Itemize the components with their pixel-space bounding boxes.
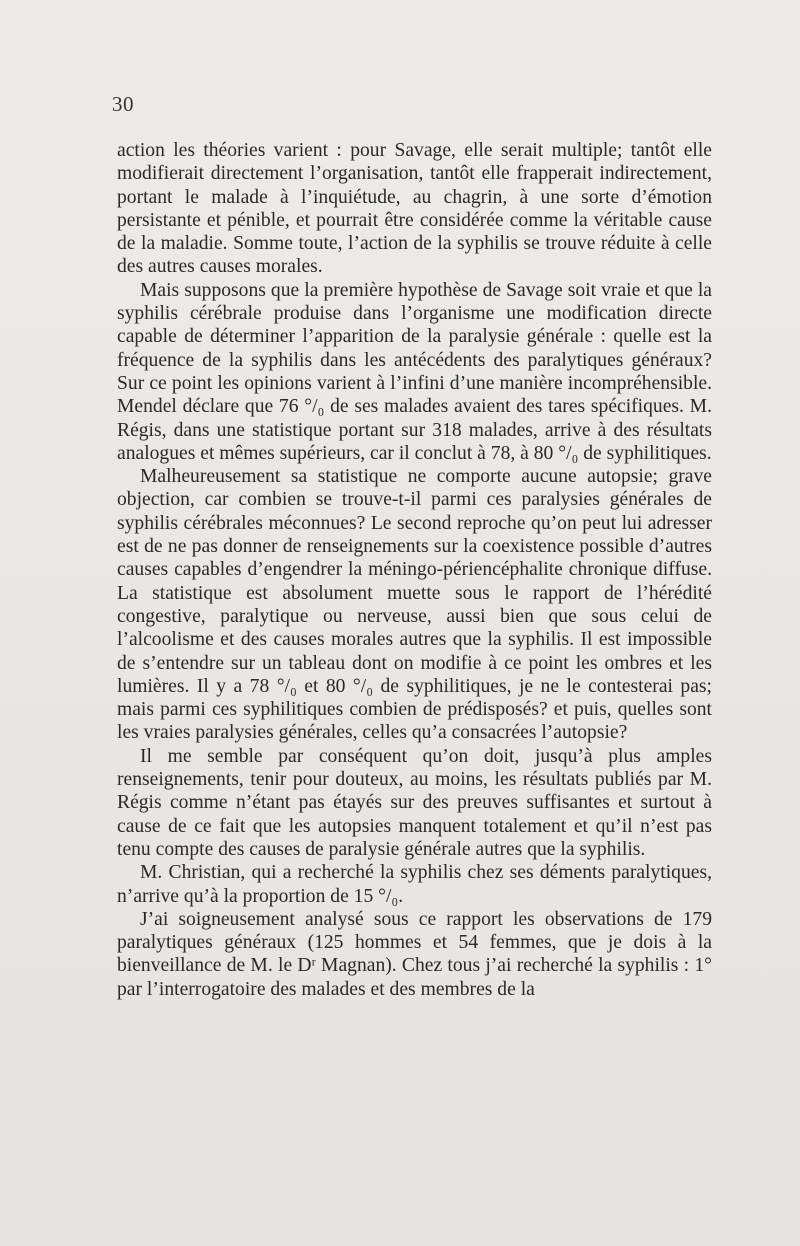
paragraph: M. Christian, qui a recherché la syphilis chez ses déments paralytiques, n’arrive qu’à la proportion de 15 °/₀. <box>117 862 712 907</box>
paragraph: action les théories varient : pour Savage, elle serait multiple; tantôt elle modifierait directement l’organisation, tantôt elle frapperait indirectement, portant le malade à l’inquiétude, au chagrin, à une sorte d’émotion persistante et pénible, et pourrait être considérée comme la véritable cause de la maladie. Somme toute, l’action de la syphilis se trouve réduite à celle des autres causes morales. <box>117 140 712 278</box>
body-text <box>117 139 712 1001</box>
page-number: 30 <box>112 92 134 116</box>
paragraph: Il me semble par conséquent qu’on doit, jusqu’à plus amples renseignements, tenir pour douteux, au moins, les résultats publiés par M. Régis comme n’étant pas étayés sur des preuves suffisantes et surtout à cause de ce fait que les autopsies manquent totalement et qu’il n’est pas tenu compte des causes de paralysie générale autres que la syphilis. <box>117 745 712 860</box>
paragraph: Malheureusement sa statistique ne comporte aucune autopsie; grave objection, car combien se trouve-t-il parmi ces paralysies générales de syphilis cérébrales méconnues? Le second reproche qu’on peut lui adresser est de ne pas donner de renseignements sur la coexistence possible d’autres causes capables d’engendrer la méningo-périencéphalite chronique diffuse. La statistique est absolument muette sous le rapport de l’hérédité congestive, paralytique ou nerveuse, aussi bien que sous celui de l’alcoolisme et des causes morales autres que la syphilis. Il est impossible de s’entendre sur un tableau dont on modifie à ce point les ombres et les lumières. Il y a 78 °/₀ et 80 °/₀ de syphilitiques, je ne le contesterai pas; mais parmi ces syphilitiques combien de prédisposés? et puis, quelles sont les vraies paralysies générales, celles qu’a consacrées l’autopsie? <box>117 466 712 744</box>
paragraph: Mais supposons que la première hypothèse de Savage soit vraie et que la syphilis cérébrale produise dans l’organisme une modification directe capable de déterminer l’apparition de la paralysie générale : quelle est la fréquence de la syphilis dans les antécédents des paralytiques généraux? Sur ce point les opinions varient à l’infini d’une manière incompréhensible. Mendel déclare que 76 °/₀ de ses malades avaient des tares spécifiques. M. Régis, dans une statistique portant sur 318 malades, arrive à des résultats analogues et mêmes supérieurs, car il conclut à 78, à 80 °/₀ de syphilitiques. <box>117 279 712 464</box>
paragraph: J’ai soigneusement analysé sous ce rapport les observations de 179 paralytiques généraux (125 hommes et 54 femmes, que je dois à la bienveillance de M. le Dʳ Magnan). Chez tous j’ai recherché la syphilis : 1° par l’interrogatoire des malades et des membres de la <box>117 908 712 1000</box>
